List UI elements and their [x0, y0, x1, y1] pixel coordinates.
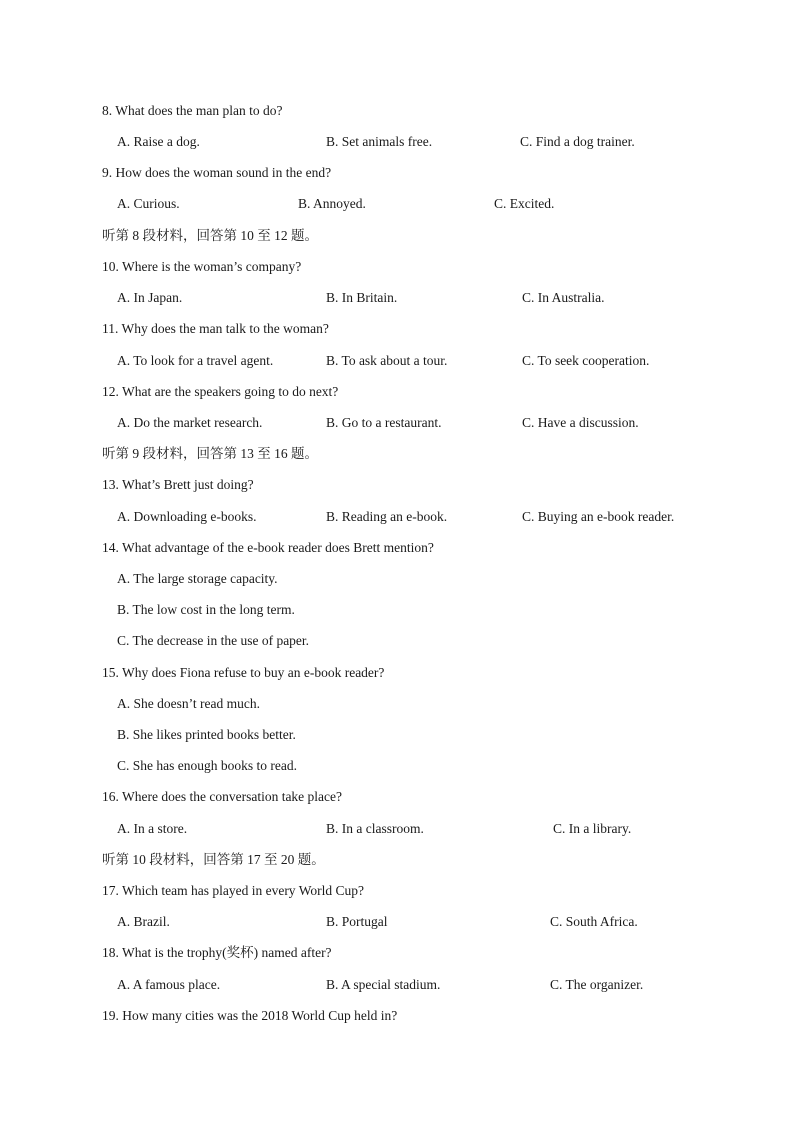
question-19: 19. How many cities was the 2018 World Cup held in? — [102, 1008, 398, 1023]
q9-option-a: A. Curious. — [117, 196, 180, 211]
question-8: 8. What does the man plan to do? — [102, 103, 283, 118]
q8-option-c: C. Find a dog trainer. — [520, 134, 635, 149]
q12-option-b: B. Go to a restaurant. — [326, 415, 442, 430]
q16-option-c: C. In a library. — [553, 821, 632, 836]
section-8-instruction: 听第 8 段材料，回答第 10 至 12 题。 — [102, 228, 318, 243]
question-10: 10. Where is the woman’s company? — [102, 259, 302, 274]
q16-option-b: B. In a classroom. — [326, 821, 424, 836]
question-15: 15. Why does Fiona refuse to buy an e-book reader? — [102, 665, 385, 680]
q10-option-b: B. In Britain. — [326, 290, 398, 305]
q11-option-c: C. To seek cooperation. — [522, 353, 650, 368]
q17-option-a: A. Brazil. — [117, 914, 170, 929]
q18-option-c: C. The organizer. — [550, 977, 644, 992]
q12-option-a: A. Do the market research. — [117, 415, 263, 430]
question-9: 9. How does the woman sound in the end? — [102, 165, 332, 180]
q13-option-b: B. Reading an e-book. — [326, 509, 448, 524]
q8-option-b: B. Set animals free. — [326, 134, 433, 149]
section-10-instruction: 听第 10 段材料，回答第 17 至 20 题。 — [102, 852, 325, 867]
q11-option-a: A. To look for a travel agent. — [117, 353, 274, 368]
q15-option-a: A. She doesn’t read much. — [117, 696, 260, 711]
question-14: 14. What advantage of the e-book reader does Brett mention? — [102, 540, 434, 555]
q8-option-a: A. Raise a dog. — [117, 134, 200, 149]
q11-option-b: B. To ask about a tour. — [326, 353, 448, 368]
q9-option-b: B. Annoyed. — [298, 196, 366, 211]
q16-option-a: A. In a store. — [117, 821, 188, 836]
question-13: 13. What’s Brett just doing? — [102, 477, 254, 492]
q13-option-a: A. Downloading e-books. — [117, 509, 257, 524]
q18-option-a: A. A famous place. — [117, 977, 221, 992]
q15-option-c: C. She has enough books to read. — [117, 758, 297, 773]
q17-option-c: C. South Africa. — [550, 914, 638, 929]
q17-option-b: B. Portugal — [326, 914, 388, 929]
q10-option-a: A. In Japan. — [117, 290, 183, 305]
q14-option-b: B. The low cost in the long term. — [117, 602, 295, 617]
q9-option-c: C. Excited. — [494, 196, 555, 211]
q15-option-b: B. She likes printed books better. — [117, 727, 296, 742]
question-18: 18. What is the trophy(奖杯) named after? — [102, 945, 332, 960]
q14-option-c: C. The decrease in the use of paper. — [117, 633, 310, 648]
q12-option-c: C. Have a discussion. — [522, 415, 639, 430]
q14-option-a: A. The large storage capacity. — [117, 571, 278, 586]
question-17: 17. Which team has played in every World Cup? — [102, 883, 364, 898]
question-16: 16. Where does the conversation take place? — [102, 789, 343, 804]
question-11: 11. Why does the man talk to the woman? — [102, 321, 329, 336]
question-12: 12. What are the speakers going to do next? — [102, 384, 339, 399]
q18-option-b: B. A special stadium. — [326, 977, 441, 992]
q13-option-c: C. Buying an e-book reader. — [522, 509, 675, 524]
q10-option-c: C. In Australia. — [522, 290, 605, 305]
section-9-instruction: 听第 9 段材料，回答第 13 至 16 题。 — [102, 446, 318, 461]
